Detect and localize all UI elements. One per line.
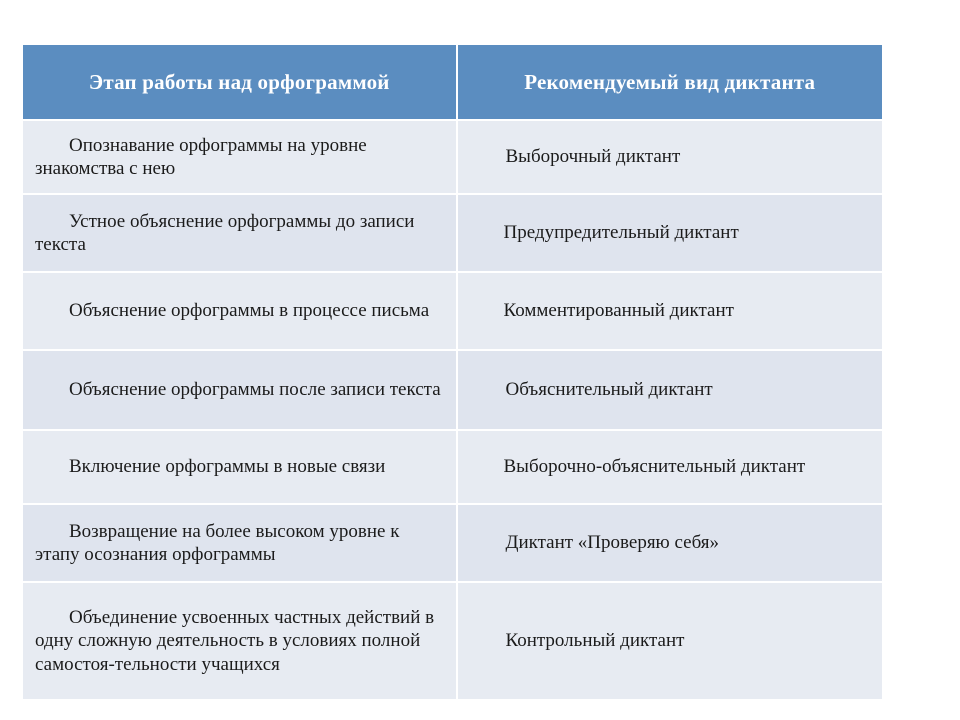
table-header bbox=[23, 45, 883, 121]
cell-stage: Опознавание орфограммы на уровне знакомства с нею bbox=[23, 120, 457, 194]
table-row bbox=[23, 194, 883, 272]
cell-stage: Объяснение орфограммы в процессе письма bbox=[23, 272, 457, 350]
cell-stage: Устное объяснение орфограммы до записи текста bbox=[23, 194, 457, 272]
column-header-stage: Этап работы над орфограммой bbox=[23, 45, 457, 121]
table-header-row bbox=[23, 45, 883, 121]
orthogram-dictation-table bbox=[22, 44, 883, 701]
cell-dictation: Предупредительный диктант bbox=[457, 194, 883, 272]
table-row bbox=[23, 582, 883, 700]
table-row bbox=[23, 430, 883, 504]
cell-dictation: Выборочно-объяснительный диктант bbox=[457, 430, 883, 504]
table-container bbox=[22, 44, 882, 701]
cell-dictation: Объяснительный диктант bbox=[457, 350, 883, 430]
table-row bbox=[23, 120, 883, 194]
table-body bbox=[23, 120, 883, 700]
table-row bbox=[23, 504, 883, 582]
table-row bbox=[23, 272, 883, 350]
cell-dictation: Выборочный диктант bbox=[457, 120, 883, 194]
cell-stage: Объяснение орфограммы после записи текста bbox=[23, 350, 457, 430]
cell-dictation: Диктант «Проверяю себя» bbox=[457, 504, 883, 582]
cell-stage: Включение орфограммы в новые связи bbox=[23, 430, 457, 504]
cell-stage: Возвращение на более высоком уровне к этапу осознания орфограммы bbox=[23, 504, 457, 582]
cell-dictation: Комментированный диктант bbox=[457, 272, 883, 350]
cell-stage: Объединение усвоенных частных действий в одну сложную деятельность в условиях полной самостоя-тельности учащихся bbox=[23, 582, 457, 700]
table-row bbox=[23, 350, 883, 430]
column-header-dictation: Рекомендуемый вид диктанта bbox=[457, 45, 883, 121]
cell-dictation: Контрольный диктант bbox=[457, 582, 883, 700]
